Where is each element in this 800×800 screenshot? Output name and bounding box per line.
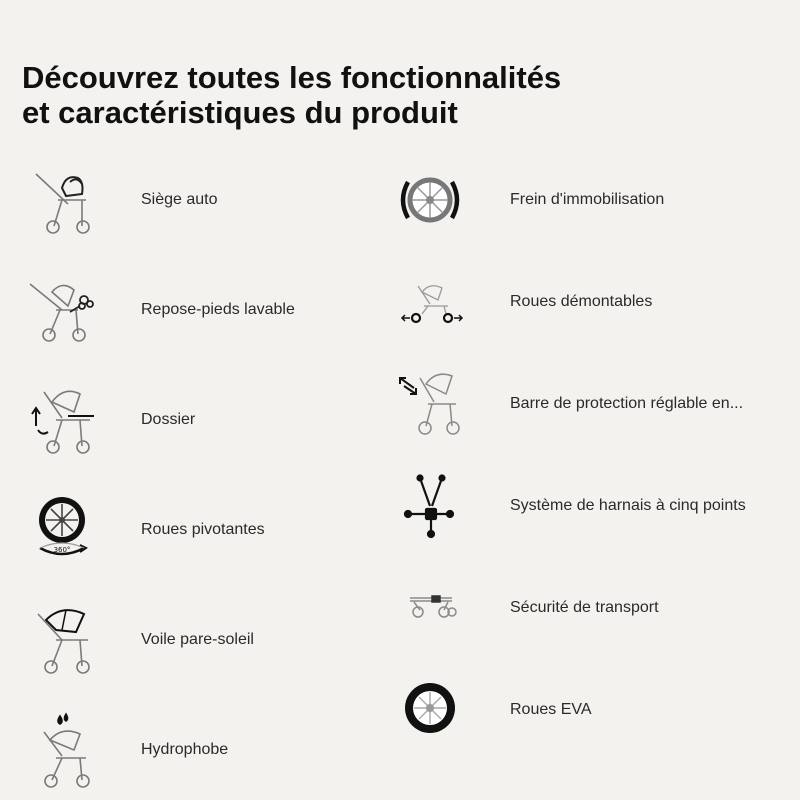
water-repellent-icon — [22, 710, 102, 790]
feature-item-transport-safety — [390, 568, 659, 648]
feature-item-car-seat — [22, 160, 218, 240]
feature-item-water-repellent — [22, 710, 228, 790]
feature-item-sun-canopy — [22, 600, 254, 680]
page-title — [22, 60, 722, 130]
feature-item-swivel-wheels — [22, 490, 265, 570]
feature-label: Sécurité de transport — [510, 599, 659, 616]
feature-label: Barre de protection réglable en... — [510, 395, 744, 412]
feature-label: Roues démontables — [510, 293, 653, 310]
swivel-badge: 360° — [53, 546, 71, 554]
feature-label: Voile pare-soleil — [141, 631, 254, 648]
page-title-line2: et caractéristiques du produit — [22, 95, 458, 130]
feature-label: Frein d'immobilisation — [510, 191, 665, 208]
transport-safety-icon — [390, 568, 470, 648]
feature-label: Roues pivotantes — [141, 521, 265, 538]
eva-wheels-icon — [390, 670, 470, 750]
feature-label: Hydrophobe — [141, 741, 229, 758]
feature-item-removable-wheels — [390, 262, 652, 342]
feature-item-eva-wheels — [390, 670, 592, 750]
washable-footrest-icon — [22, 270, 102, 350]
feature-label: Dossier — [141, 411, 196, 428]
parking-brake-icon — [390, 160, 470, 240]
page-title-line1: Découvrez toutes les fonctionnalités — [22, 60, 562, 95]
feature-label: Repose-pieds lavable — [141, 301, 295, 318]
feature-label: Roues EVA — [510, 701, 592, 718]
backrest-icon — [22, 380, 102, 460]
feature-label: Siège auto — [141, 191, 218, 208]
feature-item-adjustable-bumper-bar — [390, 364, 743, 444]
removable-wheels-icon — [390, 262, 470, 342]
feature-item-five-point-harness — [390, 466, 746, 546]
swivel-wheels-icon — [22, 490, 102, 570]
five-point-harness-icon — [390, 466, 470, 546]
feature-label: Système de harnais à cinq points — [510, 497, 746, 514]
adjustable-bumper-bar-icon — [390, 364, 470, 444]
car-seat-icon — [22, 160, 102, 240]
feature-item-parking-brake — [390, 160, 664, 240]
feature-item-backrest — [22, 380, 195, 460]
sun-canopy-icon — [22, 600, 102, 680]
feature-item-washable-footrest — [22, 270, 295, 350]
